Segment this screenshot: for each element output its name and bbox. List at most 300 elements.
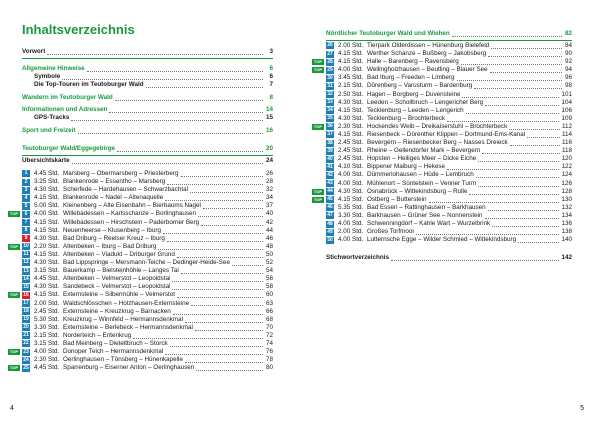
tour-number-badge: 7	[22, 219, 30, 226]
tour-number-badge: 37	[327, 131, 333, 138]
toc-entry-label: Sport und Freizeit	[22, 127, 76, 135]
page-title: Inhaltsverzeichnis	[22, 22, 135, 37]
top-tour-badge: TOP	[9, 365, 19, 371]
tour-number-badge: 14	[23, 275, 29, 282]
tour-entry[interactable]	[22, 259, 273, 267]
tour-duration: 4.45 Std.	[34, 275, 60, 283]
tour-route: Tecklenburg – Leeden – Lengerich	[367, 106, 464, 114]
tour-entry[interactable]	[9, 242, 273, 251]
tour-entry[interactable]	[9, 291, 273, 299]
tour-route: Osnabrück – Wittekindsburg – Rulle	[367, 187, 468, 195]
leader-dots	[462, 92, 559, 98]
leader-dots	[196, 365, 263, 371]
tour-entry[interactable]	[326, 204, 572, 212]
toc-entry-label: Allgemeine Hinweise	[22, 64, 85, 72]
tour-route: Wellingholzhausen – Beutling – Blauer See	[367, 66, 488, 74]
tour-duration: 4.00 Std.	[338, 66, 364, 74]
leader-dots	[181, 171, 264, 177]
tour-entry[interactable]	[326, 82, 572, 90]
toc-entry[interactable]	[22, 65, 273, 73]
toc-entry[interactable]	[22, 81, 273, 89]
top-tour-badge: TOP	[313, 123, 323, 129]
tour-entry[interactable]	[326, 212, 572, 220]
tour-page: 114	[561, 131, 572, 139]
tour-page: 68	[265, 315, 273, 323]
leader-dots	[195, 325, 263, 331]
tour-page: 104	[561, 98, 572, 106]
tour-page: 42	[265, 218, 273, 226]
tour-number-badge: 4	[22, 195, 30, 202]
toc-entry-page: 20	[265, 145, 273, 153]
tour-route: Dümmerlohausen – Hüde – Lembruch	[367, 171, 474, 179]
leader-dots	[163, 228, 263, 234]
tour-route: Donoper Teich – Hermannsdenkmal	[63, 348, 164, 356]
tour-route: Mühlenort – Süntelstein – Venner Turm	[367, 179, 477, 187]
tour-number-badge: 22	[23, 340, 29, 347]
tour-page: 76	[265, 348, 273, 356]
tour-duration: 4.15 Std.	[34, 226, 60, 234]
leader-dots	[47, 49, 263, 55]
tour-entry[interactable]	[313, 187, 572, 196]
tour-entry[interactable]	[326, 147, 572, 155]
top-tour-badge: TOP	[9, 349, 19, 355]
tour-number-badge: 16	[23, 291, 29, 298]
toc-entry-page: 15	[265, 114, 273, 122]
tour-page: 132	[561, 203, 572, 211]
tour-entry[interactable]	[313, 66, 572, 74]
leader-dots	[158, 244, 263, 250]
tour-duration: 4.15 Std.	[34, 218, 60, 226]
tour-page: 130	[561, 195, 572, 203]
leader-dots	[173, 309, 263, 315]
leader-dots	[87, 66, 263, 72]
tour-entry[interactable]	[22, 299, 273, 307]
tour-entry[interactable]	[326, 115, 572, 123]
leader-dots	[452, 31, 562, 37]
leader-dots	[167, 236, 263, 242]
leader-dots	[469, 189, 559, 195]
leader-dots	[485, 213, 560, 219]
tour-entry[interactable]	[22, 324, 273, 332]
tour-number-badge: 32	[327, 91, 333, 97]
top-tour-badge: TOP	[313, 196, 323, 202]
leader-dots	[181, 268, 263, 274]
leader-dots	[482, 148, 560, 154]
tour-page: 70	[265, 323, 273, 331]
tour-number-badge: 34	[327, 107, 333, 114]
tour-duration: 2.45 Std.	[338, 139, 364, 147]
tour-duration: 4.00 Std.	[34, 348, 60, 356]
tour-number-badge: 46	[327, 204, 333, 211]
tour-page: 26	[265, 170, 273, 177]
tour-route: Sparrenburg – Eiserner Anton – Oerlinghausen	[63, 364, 195, 372]
tour-page: 40	[265, 210, 273, 218]
divider	[22, 58, 273, 59]
tour-entry[interactable]	[9, 364, 273, 372]
leader-dots	[488, 205, 560, 211]
leader-dots	[457, 75, 562, 81]
tour-number-badge: 2	[22, 179, 30, 186]
tour-entry[interactable]	[326, 42, 572, 50]
tour-entry[interactable]	[326, 50, 572, 58]
tour-route: Altenbeken – Velmerstot – Leopoldstal	[63, 275, 171, 283]
tour-page: 136	[561, 220, 572, 228]
leader-dots	[177, 292, 263, 298]
tour-number-badge: 13	[23, 267, 29, 274]
toc-entry-page: 6	[269, 72, 273, 80]
tour-duration: 4.10 Std.	[338, 163, 364, 171]
leader-dots	[492, 221, 559, 227]
leader-dots	[177, 252, 263, 258]
tour-route: Hopsten – Heiliges Meer – Dicke Eiche	[367, 155, 477, 163]
leader-dots	[429, 197, 560, 203]
tour-entry[interactable]	[326, 236, 572, 244]
tour-route: Rheine – Gellendorfer Mark – Bevergern	[367, 147, 481, 155]
toc-entry[interactable]	[22, 48, 273, 56]
tour-duration: 4.00 Std.	[34, 210, 60, 218]
tour-duration: 4.15 Std.	[34, 250, 60, 258]
top-tour-badge: TOP	[9, 292, 19, 298]
tour-page: 63	[265, 299, 273, 307]
tour-duration: 2.15 Std.	[34, 331, 60, 339]
tour-duration: 2.00 Std.	[34, 299, 60, 307]
toc-entry[interactable]	[22, 114, 273, 122]
leader-dots	[133, 333, 263, 339]
tour-number-badge: 15	[23, 283, 29, 290]
divider	[22, 155, 273, 156]
tour-number-badge: 27	[327, 50, 333, 57]
tour-route: Willebadessen – Karlsschanze – Borlinghausen	[63, 210, 197, 218]
tour-entry[interactable]	[22, 227, 273, 235]
leader-dots	[191, 300, 263, 306]
tour-number-badge: 33	[327, 99, 333, 106]
leader-dots	[485, 100, 559, 106]
leader-dots	[491, 43, 562, 49]
tour-route: Bad Iburg – Freeden – Limberg	[367, 74, 455, 82]
tour-duration: 4.15 Std.	[338, 131, 364, 139]
tour-route: Lutternsche Egge – Wilder Schmied – Wittekindsburg	[367, 236, 517, 244]
toc-entry-label: Informationen und Adressen	[22, 106, 108, 114]
tour-route: Hagen – Borgberg – Duvensteine	[367, 90, 461, 98]
tour-entry[interactable]	[22, 356, 273, 364]
tour-entry[interactable]	[22, 170, 273, 178]
toc-entry[interactable]	[22, 106, 273, 114]
tour-number-badge: 8	[22, 227, 30, 234]
tour-route: Dörenberg – Varusturm – Bardenburg	[367, 82, 473, 90]
tour-page: 122	[561, 163, 572, 171]
tour-duration: 5.30 Std.	[34, 315, 60, 323]
tour-page: 92	[564, 58, 572, 66]
leader-dots	[172, 284, 263, 290]
leader-dots	[466, 108, 560, 114]
tour-entry[interactable]	[22, 340, 273, 348]
tour-page: 74	[265, 339, 273, 347]
tour-duration: 3.30 Std.	[338, 211, 364, 219]
tour-page: 90	[564, 50, 572, 58]
leader-dots	[165, 349, 263, 355]
tour-number-badge: 19	[23, 316, 29, 323]
tour-number-badge: 35	[327, 115, 333, 122]
tour-duration: 4.30 Std.	[34, 283, 60, 291]
tour-entry[interactable]	[22, 316, 273, 324]
tour-route: Altenbeken – Viadukt – Driburger Grund	[63, 250, 175, 258]
tour-route: Altenbeken – Iburg – Bad Driburg	[63, 242, 157, 250]
toc-entry-label: Stichwortverzeichnis	[326, 254, 389, 262]
tour-entry[interactable]	[326, 74, 572, 82]
toc-entry[interactable]	[326, 254, 572, 262]
tour-duration: 3.45 Std.	[338, 74, 364, 82]
leader-dots	[447, 116, 559, 122]
toc-entry-page: 14	[265, 106, 273, 114]
tour-route: Externsteine – Kreuzkrug – Barnacken	[63, 307, 171, 315]
tour-duration: 2.15 Std.	[338, 82, 364, 90]
tour-page: 44	[265, 226, 273, 234]
tour-page: 126	[561, 179, 572, 187]
tour-entry[interactable]	[326, 131, 572, 139]
leader-dots	[185, 357, 263, 363]
tour-route: Willebadessen – Hirschstein – Paderborner Berg	[63, 218, 200, 226]
tour-entry[interactable]	[22, 178, 273, 186]
tour-route: Bippener Maiburg – Hekese	[367, 163, 446, 171]
page-number-right: 5	[580, 405, 584, 412]
tour-page: 84	[564, 41, 572, 49]
tour-route: Bad Lippspringe – Mersmann-Teiche – Dedinger-Heide-See	[63, 259, 230, 267]
tour-page: 50	[265, 250, 273, 258]
tour-route: Scherfede – Hardehausen – Schwarzbachtal	[63, 186, 188, 194]
leader-dots	[71, 115, 263, 121]
tour-entry[interactable]	[326, 99, 572, 107]
tour-page: 60	[265, 291, 273, 299]
tour-route: Sandebeck – Velmerstot – Leopoldstal	[63, 283, 171, 291]
tour-entry[interactable]	[22, 202, 273, 210]
tour-entry[interactable]	[9, 210, 273, 218]
tour-number-badge: 45	[327, 196, 333, 203]
tour-page: 48	[265, 242, 273, 250]
toc-entry-page: 6	[269, 64, 273, 72]
tour-number-badge: 28	[327, 58, 333, 65]
toc-entry-label: Vorwort	[22, 48, 46, 55]
tour-duration: 4.15 Std.	[338, 195, 364, 203]
tour-entry[interactable]	[326, 155, 572, 163]
tour-number-badge: 21	[23, 332, 29, 339]
tour-duration: 4.30 Std.	[34, 234, 60, 242]
tour-page: 37	[265, 202, 273, 210]
tour-route: Tecklenburg – Brochterbeck	[367, 114, 446, 122]
tour-entry[interactable]	[326, 171, 572, 179]
toc-entry-label: Wandern im Teutoburger Wald	[22, 93, 113, 101]
tour-entry[interactable]	[326, 139, 572, 147]
leader-dots	[476, 172, 560, 178]
tour-entry[interactable]	[22, 332, 273, 340]
leader-dots	[146, 82, 263, 88]
tour-page: 106	[561, 106, 572, 114]
tour-duration: 4.15 Std.	[34, 291, 60, 299]
leader-dots	[518, 237, 559, 243]
tour-number-badge: 31	[327, 82, 333, 89]
tour-duration: 2.30 Std.	[338, 122, 364, 130]
tour-duration: 2.00 Std.	[338, 228, 364, 236]
tour-route: Bad Essen – Rattinghausen – Barkhausen	[367, 203, 486, 211]
tour-duration: 4.00 Std.	[338, 179, 364, 187]
leader-dots	[117, 146, 263, 152]
tour-entry[interactable]	[22, 308, 273, 316]
tour-entry[interactable]	[326, 90, 572, 98]
toc-entry[interactable]	[22, 157, 273, 165]
leader-dots	[474, 83, 562, 89]
leader-dots	[478, 181, 559, 187]
leader-dots	[170, 341, 263, 347]
toc-entry[interactable]	[326, 30, 572, 38]
tour-duration: 3.25 Std.	[34, 178, 60, 186]
tour-page: 112	[561, 122, 572, 130]
tour-route: Bad Driburg – Reelser Kreuz – Iburg	[63, 234, 165, 242]
tour-page: 28	[265, 178, 273, 186]
tour-duration: 4.30 Std.	[338, 187, 364, 195]
tour-duration: 4.00 Std.	[338, 236, 364, 244]
tour-entry[interactable]	[22, 194, 273, 202]
tour-number-badge: 40	[327, 155, 333, 162]
leader-dots	[527, 132, 560, 138]
toc-entry-page: 8	[269, 93, 273, 101]
tour-route: Blankenrode – Nadel – Altenaquelle	[63, 194, 164, 202]
tour-entry[interactable]	[22, 251, 273, 259]
tour-number-badge: 30	[327, 74, 333, 81]
tour-duration: 4.15 Std.	[338, 50, 364, 58]
tour-entry[interactable]	[326, 220, 572, 228]
tour-duration: 5.35 Std.	[338, 203, 364, 211]
leader-dots	[167, 179, 263, 185]
toc-entry-label: Teutoburger Wald/Eggegebirge	[22, 145, 116, 153]
tour-entry[interactable]	[22, 186, 273, 194]
tour-entry[interactable]	[22, 218, 273, 226]
tour-page: 56	[265, 275, 273, 283]
tour-entry[interactable]	[313, 122, 572, 131]
tour-number-badge: 1	[22, 170, 30, 177]
tour-duration: 4.30 Std.	[34, 259, 60, 267]
toc-entry[interactable]	[22, 73, 273, 81]
tour-route: Norderteich – Entenkrug	[63, 331, 132, 339]
leader-dots	[391, 255, 559, 261]
tour-entry[interactable]	[313, 58, 572, 66]
tour-number-badge: 23	[23, 348, 29, 355]
tour-entry[interactable]	[22, 275, 273, 283]
tour-route: Bauerkamp – Bielsteinhöhle – Langes Tal	[63, 267, 179, 275]
page-number-left: 4	[10, 405, 14, 412]
tour-route: Schwenningdorf – Kahle Wart – Wurzelbrink	[367, 220, 491, 228]
tour-duration: 2.45 Std.	[338, 155, 364, 163]
leader-dots	[109, 107, 263, 113]
leader-dots	[198, 211, 263, 217]
tour-page: 109	[561, 114, 572, 122]
tour-entry[interactable]	[313, 195, 572, 204]
tour-duration: 5.00 Std.	[34, 202, 60, 210]
leader-dots	[62, 74, 263, 80]
leader-dots	[201, 220, 263, 226]
tour-number-badge: 41	[327, 163, 333, 170]
tour-duration: 4.00 Std.	[338, 220, 364, 228]
leader-dots	[78, 128, 263, 134]
leader-dots	[490, 67, 562, 73]
tour-page: 32	[265, 186, 273, 194]
tour-entry[interactable]	[326, 107, 572, 115]
toc-entry-label: Übersichtskarte	[22, 157, 70, 165]
tour-route: Neuenheerse – Klusenberg – Iburg	[63, 226, 162, 234]
tour-entry[interactable]	[22, 235, 273, 243]
tour-duration: 2.50 Std.	[338, 90, 364, 98]
tour-page: 101	[561, 90, 572, 98]
tour-page: 124	[561, 171, 572, 179]
tour-route: Kleinenberg – Alte Eisenbahn – Bierbaums Nagel	[63, 202, 201, 210]
tour-entry[interactable]	[22, 267, 273, 275]
top-tour-badge: TOP	[313, 59, 323, 65]
leader-dots	[115, 95, 263, 101]
tour-duration: 4.15 Std.	[338, 58, 364, 66]
leader-dots	[510, 140, 560, 146]
tour-page: 46	[265, 234, 273, 242]
tour-page: 118	[561, 147, 572, 155]
top-tour-badge: TOP	[9, 243, 19, 249]
tour-route: Ostberg – Butterstein	[367, 195, 427, 203]
tour-number-badge: 5	[22, 203, 30, 210]
tour-route: Blankenrode – Essentho – Marsberg	[63, 178, 166, 186]
tour-page: 54	[265, 267, 273, 275]
tour-number-badge: 11	[23, 251, 29, 258]
tour-number-badge: 26	[327, 42, 333, 49]
tour-entry[interactable]	[9, 348, 273, 356]
divider	[326, 40, 572, 41]
tour-page: 66	[265, 307, 273, 315]
tour-page: 128	[561, 187, 572, 195]
tour-duration: 4.15 Std.	[338, 106, 364, 114]
tour-route: Werther Schanze – Bußberg – Jakobsberg	[367, 50, 487, 58]
tour-duration: 4.45 Std.	[34, 170, 60, 177]
leader-dots	[72, 158, 263, 164]
tour-page: 116	[561, 139, 572, 147]
tour-route: Marsberg – Obermarsberg – Priesterberg	[63, 170, 179, 177]
tour-page: 138	[561, 228, 572, 236]
tour-number-badge: 47	[327, 212, 333, 219]
leader-dots	[461, 59, 562, 65]
leader-dots	[172, 276, 263, 282]
tour-duration: 2.20 Std.	[34, 242, 60, 250]
tour-number-badge: 9	[22, 235, 30, 242]
tour-number-badge: 29	[327, 66, 333, 73]
tour-entry[interactable]	[326, 228, 572, 236]
tour-duration: 3.15 Std.	[34, 267, 60, 275]
top-tour-badge: TOP	[9, 211, 19, 217]
tour-entry[interactable]	[326, 179, 572, 187]
tour-number-badge: 43	[327, 180, 333, 187]
tour-entry[interactable]	[326, 163, 572, 171]
leader-dots	[509, 124, 560, 130]
toc-entry[interactable]	[22, 94, 273, 102]
tour-duration: 4.45 Std.	[34, 364, 60, 372]
tour-route: Oerlinghausen – Tönsberg – Hünenkapelle	[63, 356, 183, 364]
tour-number-badge: 18	[23, 308, 29, 315]
toc-entry[interactable]	[22, 127, 273, 135]
tour-number-badge: 6	[22, 211, 30, 218]
tour-entry[interactable]	[22, 283, 273, 291]
toc-entry-page: 3	[269, 48, 273, 55]
toc-entry-label: Nördlicher Teutoburger Wald und Wiehen	[326, 30, 450, 37]
leader-dots	[478, 156, 559, 162]
toc-entry[interactable]	[22, 145, 273, 153]
tour-route: Externsteine – Berlebeck – Hermannsdenkmal	[63, 323, 193, 331]
tour-duration: 4.15 Std.	[34, 194, 60, 202]
tour-number-badge: 36	[327, 123, 333, 130]
top-tour-badge: TOP	[313, 188, 323, 194]
tour-page: 72	[265, 331, 273, 339]
